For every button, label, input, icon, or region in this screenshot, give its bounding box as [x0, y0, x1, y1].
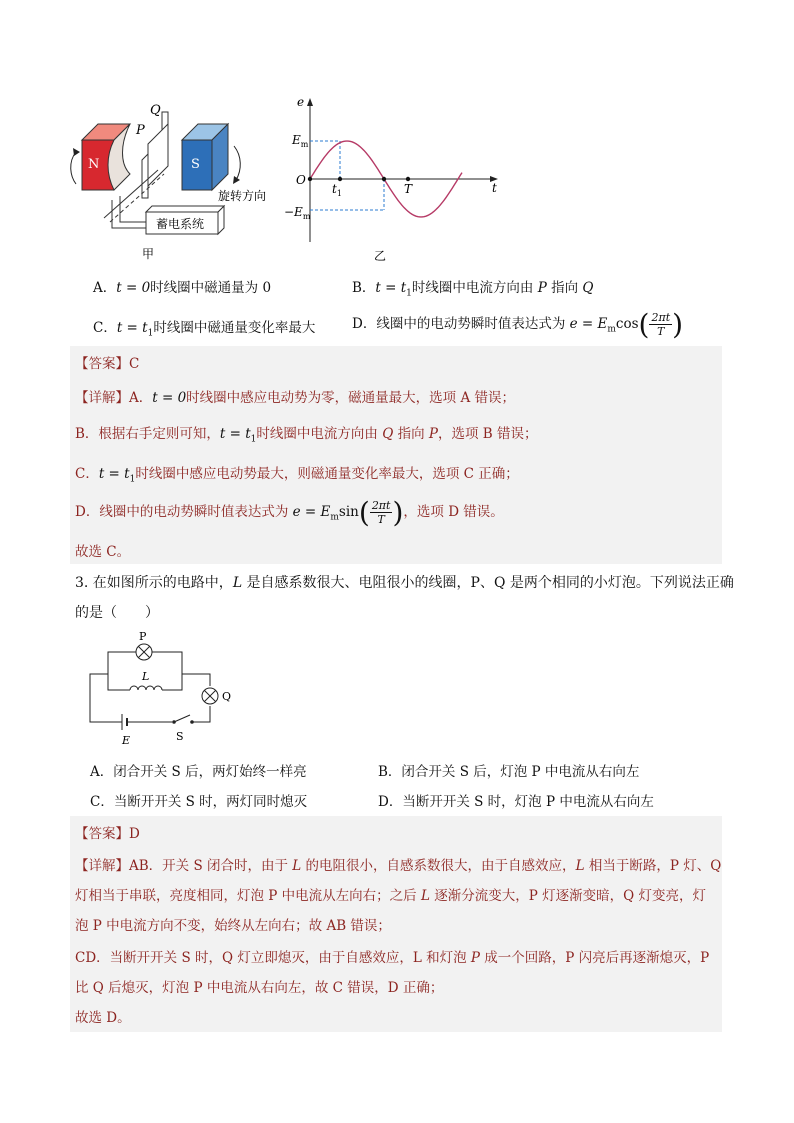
switch-lever [174, 715, 190, 722]
q3-stem-line2: 的是（ ） [75, 605, 159, 621]
q2-detail-line2: B．根据右手定则可知，$t = t_1$时线圈中电流方向由 Q 指向 P，选项 B 错误； [75, 426, 538, 445]
origin-label: O [296, 173, 306, 187]
point-half [382, 177, 386, 181]
q2-detail-line4: D．线圈中的电动势瞬时值表达式为 $e = E_m\sin$( $\frac{2\pi t}{T}$ )，选项 D 错误。 [75, 496, 504, 529]
axis-label-e: e [297, 95, 305, 109]
q3-answer-line: 【答案】D [75, 826, 140, 842]
caption-yi: 乙 [374, 249, 387, 263]
option-math: t = t [116, 320, 148, 336]
option-prefix: A． [93, 280, 117, 296]
figure-emf-graph [282, 92, 512, 264]
option-prefix: C． [93, 320, 117, 336]
storage-box-top [146, 206, 224, 212]
q3-option-c[interactable]: C．当断开开关 S 时，两灯同时熄灭 [90, 794, 308, 810]
switch-contact-right [190, 720, 194, 724]
option-text: 指向 [546, 280, 583, 296]
option-math-sub: 1 [406, 288, 412, 299]
option-var: Q [582, 280, 594, 296]
label-q: Q [150, 103, 161, 118]
q2-detail-line1: 【详解】A．t = 0时线圈中感应电动势为零，磁通量最大，选项 A 错误； [75, 390, 516, 406]
rotation-arrow-right [234, 146, 240, 180]
paren-left: ( [638, 308, 650, 341]
q3-detail-line4: CD．当断开开关 S 时，Q 灯立即熄灭，由于自感效应，L 和灯泡 P 成一个回路，P 闪亮后再逐渐熄灭，P [75, 950, 710, 966]
wire-bottom-right [192, 706, 210, 722]
q3-detail-line3: 泡 P 中电流方向不变，始终从左向右；故 AB 错误； [75, 918, 391, 934]
storage-system-text: 蓄电系统 [156, 217, 205, 231]
rotation-arrow-left [71, 152, 76, 184]
rotation-direction-text: 旋转方向 [218, 189, 267, 203]
branch-top [108, 652, 136, 674]
q2-option-a[interactable] [93, 276, 271, 296]
q3-option-a[interactable]: A．闭合开关 S 后，两灯始终一样亮 [90, 764, 307, 780]
option-text: 时线圈中磁通量变化率最大 [153, 320, 316, 336]
tick-t1: $t_1$ [332, 182, 342, 198]
q3-detail-line2: 灯相当于串联，亮度相同，灯泡 P 中电流从左向右；之后 L 逐渐分流变大，P 灯逐渐变暗，Q 灯变亮，灯 [75, 888, 706, 904]
fraction: $\frac{2\pi t}{T}$ [651, 311, 671, 338]
q3-detail-line6: 故选 D。 [75, 1010, 131, 1026]
label-l: L [142, 670, 150, 683]
q3-detail-line5: 比 Q 后熄灭，灯泡 P 中电流从右向左，故 C 错误，D 正确； [75, 980, 444, 996]
point-T [406, 177, 410, 181]
option-text: 线圈中的电动势瞬时值表达式为 [376, 316, 570, 332]
axis-label-t: t [492, 181, 497, 195]
branch-top-right [152, 652, 182, 674]
q2-detail-line3: C．$t = t_1$时线圈中感应电动势最大，则磁通量变化率最大，选项 C 正确； [75, 466, 519, 485]
option-var: P [537, 280, 547, 296]
wire-left [90, 674, 122, 722]
y-axis-arrow [307, 98, 313, 106]
option-prefix: B． [352, 280, 376, 296]
q2-option-b[interactable] [352, 276, 593, 299]
option-text: 时线圈中电流方向由 [411, 280, 538, 296]
q3-option-d[interactable]: D．当断开开关 S 时，灯泡 P 中电流从右向左 [378, 794, 654, 810]
q2-answer-block [70, 346, 722, 564]
paren-right: ) [672, 308, 684, 341]
q2-option-d[interactable] [352, 308, 683, 341]
figure-circuit [84, 628, 234, 746]
q3-option-b[interactable]: B．闭合开关 S 后，灯泡 P 中电流从右向左 [378, 764, 640, 780]
label-q: Q [222, 690, 232, 703]
arrowhead-right [233, 176, 240, 184]
q2-answer-line [75, 352, 139, 372]
caption-jia: 甲 [142, 247, 155, 261]
q2-option-c[interactable] [93, 316, 315, 339]
fraction: $\frac{2\pi t}{T}$ [371, 499, 391, 526]
inductor-l [130, 686, 162, 690]
label-p: P [139, 630, 147, 643]
option-math: t = 0 [116, 280, 151, 296]
option-prefix: D． [352, 316, 377, 332]
q3-detail-line1: 【详解】AB．开关 S 闭合时，由于 L 的电阻很小，自感系数很大，由于自感效应，L 相当于断路，P 灯、Q [75, 858, 722, 874]
wire-1 [112, 200, 146, 228]
label-n: N [88, 157, 100, 172]
arrowhead-left [73, 148, 80, 156]
option-math-sub: 1 [147, 328, 154, 339]
label-s: S [191, 157, 200, 172]
option-text: 时线圈中磁通量为 0 [150, 280, 272, 296]
point-t1 [338, 177, 342, 181]
option-math: e = E [569, 316, 608, 332]
q3-stem-line1: 3. 在如图所示的电路中，L 是自感系数很大、电阻很小的线圈，P、Q 是两个相同的小灯泡。下列说法正确 [75, 575, 734, 591]
tick-T: T [404, 182, 413, 196]
tick-em: $E_m$ [292, 133, 309, 149]
answer-value: C [129, 356, 140, 372]
answer-tag: 【答案】 [75, 356, 129, 372]
tick-neg-em: $-E_m$ [284, 205, 311, 221]
option-func: cos [615, 316, 639, 332]
label-s: S [176, 730, 184, 743]
option-math: t = t [375, 280, 407, 296]
branch-bottom [108, 674, 130, 690]
label-e: E [122, 734, 131, 746]
point-origin [308, 177, 312, 181]
option-math-sub: m [607, 324, 616, 335]
wire-right [182, 674, 210, 686]
figure-generator [62, 100, 292, 262]
branch-bottom-right [162, 674, 182, 690]
label-p: P [136, 123, 145, 138]
q2-detail-line5: 故选 C。 [75, 544, 131, 560]
